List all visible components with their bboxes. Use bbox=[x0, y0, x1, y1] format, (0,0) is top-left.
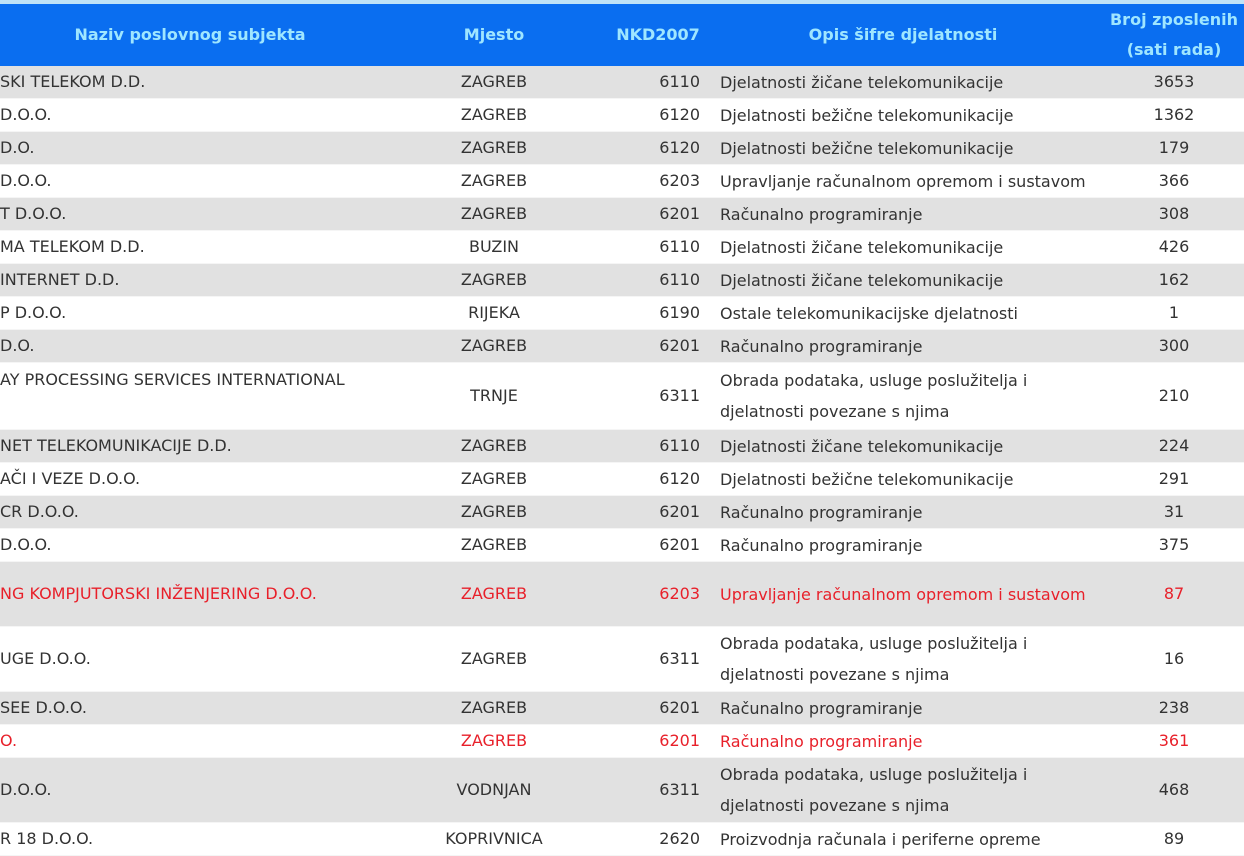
cell-nkd-code: 6201 bbox=[608, 725, 708, 758]
col-header-desc[interactable]: Opis šifre djelatnosti bbox=[708, 2, 1098, 66]
cell-city: ZAGREB bbox=[380, 496, 608, 529]
cell-nkd-code: 6120 bbox=[608, 132, 708, 165]
col-header-employees-line1: Broj zposlenih bbox=[1109, 10, 1238, 29]
table-row[interactable] bbox=[0, 165, 1244, 198]
table-row[interactable] bbox=[0, 496, 1244, 529]
cell-employee-count: 308 bbox=[1098, 198, 1244, 231]
table-row[interactable] bbox=[0, 463, 1244, 496]
cell-nkd-code: 2620 bbox=[608, 823, 708, 856]
cell-employee-count: 3653 bbox=[1098, 66, 1244, 99]
cell-city: ZAGREB bbox=[380, 430, 608, 463]
cell-city: ZAGREB bbox=[380, 132, 608, 165]
col-header-employees[interactable] bbox=[1098, 2, 1244, 66]
cell-nkd-code: 6110 bbox=[608, 231, 708, 264]
col-header-city[interactable]: Mjesto bbox=[380, 2, 608, 66]
table-row[interactable] bbox=[0, 297, 1244, 330]
cell-city: BUZIN bbox=[380, 231, 608, 264]
cell-activity-description: Računalno programiranje bbox=[708, 198, 1098, 231]
cell-employee-count: 426 bbox=[1098, 231, 1244, 264]
cell-activity-description: Obrada podataka, usluge poslužitelja i djelatnosti povezane s njima bbox=[708, 758, 1098, 823]
cell-city: ZAGREB bbox=[380, 264, 608, 297]
cell-city: ZAGREB bbox=[380, 562, 608, 627]
cell-nkd-code: 6203 bbox=[608, 562, 708, 627]
cell-company-name: D.O.O. bbox=[0, 99, 380, 132]
cell-employee-count: 210 bbox=[1098, 363, 1244, 430]
cell-activity-description: Djelatnosti bežične telekomunikacije bbox=[708, 463, 1098, 496]
cell-activity-description: Upravljanje računalnom opremom i sustavom bbox=[708, 165, 1098, 198]
cell-city: ZAGREB bbox=[380, 692, 608, 725]
cell-nkd-code: 6311 bbox=[608, 758, 708, 823]
table-row[interactable] bbox=[0, 363, 1244, 430]
table-row[interactable] bbox=[0, 725, 1244, 758]
cell-company-name: SKI TELEKOM D.D. bbox=[0, 66, 380, 99]
cell-employee-count: 300 bbox=[1098, 330, 1244, 363]
cell-activity-description: Upravljanje računalnom opremom i sustavom bbox=[708, 562, 1098, 627]
cell-activity-description: Obrada podataka, usluge poslužitelja i djelatnosti povezane s njima bbox=[708, 627, 1098, 692]
table-row[interactable] bbox=[0, 231, 1244, 264]
cell-company-name: D.O. bbox=[0, 330, 380, 363]
table-row[interactable] bbox=[0, 627, 1244, 692]
cell-company-name: MA TELEKOM D.D. bbox=[0, 231, 380, 264]
cell-company-name: D.O. bbox=[0, 132, 380, 165]
table-row[interactable] bbox=[0, 758, 1244, 823]
cell-activity-description: Računalno programiranje bbox=[708, 692, 1098, 725]
cell-employee-count: 89 bbox=[1098, 823, 1244, 856]
cell-employee-count: 361 bbox=[1098, 725, 1244, 758]
cell-employee-count: 1362 bbox=[1098, 99, 1244, 132]
col-header-employees-line2: (sati rada) bbox=[1126, 40, 1222, 59]
cell-city: ZAGREB bbox=[380, 99, 608, 132]
cell-nkd-code: 6120 bbox=[608, 463, 708, 496]
cell-activity-description: Obrada podataka, usluge poslužitelja i djelatnosti povezane s njima bbox=[708, 363, 1098, 430]
cell-city: ZAGREB bbox=[380, 463, 608, 496]
cell-employee-count: 31 bbox=[1098, 496, 1244, 529]
cell-company-name: D.O.O. bbox=[0, 529, 380, 562]
cell-company-name: INTERNET D.D. bbox=[0, 264, 380, 297]
cell-employee-count: 366 bbox=[1098, 165, 1244, 198]
table-row[interactable] bbox=[0, 132, 1244, 165]
cell-activity-description: Proizvodnja računala i periferne opreme bbox=[708, 823, 1098, 856]
cell-company-name: AY PROCESSING SERVICES INTERNATIONAL bbox=[0, 363, 380, 430]
cell-company-name: CR D.O.O. bbox=[0, 496, 380, 529]
table-row[interactable] bbox=[0, 330, 1244, 363]
table-row[interactable] bbox=[0, 99, 1244, 132]
cell-employee-count: 87 bbox=[1098, 562, 1244, 627]
cell-nkd-code: 6203 bbox=[608, 165, 708, 198]
header-top-border bbox=[0, 0, 1244, 4]
cell-nkd-code: 6201 bbox=[608, 496, 708, 529]
cell-activity-description: Računalno programiranje bbox=[708, 529, 1098, 562]
cell-city: RIJEKA bbox=[380, 297, 608, 330]
cell-activity-description: Djelatnosti žičane telekomunikacije bbox=[708, 430, 1098, 463]
cell-city: ZAGREB bbox=[380, 165, 608, 198]
cell-company-name: D.O.O. bbox=[0, 758, 380, 823]
table-header-row bbox=[0, 2, 1244, 66]
table-row[interactable] bbox=[0, 198, 1244, 231]
cell-nkd-code: 6201 bbox=[608, 529, 708, 562]
cell-nkd-code: 6201 bbox=[608, 692, 708, 725]
cell-activity-description: Računalno programiranje bbox=[708, 330, 1098, 363]
table-row[interactable] bbox=[0, 66, 1244, 99]
cell-nkd-code: 6120 bbox=[608, 99, 708, 132]
cell-company-name: NET TELEKOMUNIKACIJE D.D. bbox=[0, 430, 380, 463]
cell-activity-description: Djelatnosti bežične telekomunikacije bbox=[708, 132, 1098, 165]
cell-city: ZAGREB bbox=[380, 198, 608, 231]
cell-city: ZAGREB bbox=[380, 66, 608, 99]
cell-city: ZAGREB bbox=[380, 330, 608, 363]
cell-employee-count: 16 bbox=[1098, 627, 1244, 692]
col-header-code[interactable]: NKD2007 bbox=[608, 2, 708, 66]
table-row[interactable] bbox=[0, 823, 1244, 856]
cell-employee-count: 162 bbox=[1098, 264, 1244, 297]
cell-employee-count: 179 bbox=[1098, 132, 1244, 165]
cell-city: TRNJE bbox=[380, 363, 608, 430]
cell-company-name: O. bbox=[0, 725, 380, 758]
cell-nkd-code: 6110 bbox=[608, 264, 708, 297]
cell-activity-description: Djelatnosti žičane telekomunikacije bbox=[708, 231, 1098, 264]
cell-company-name: UGE D.O.O. bbox=[0, 627, 380, 692]
cell-city: VODNJAN bbox=[380, 758, 608, 823]
cell-nkd-code: 6311 bbox=[608, 627, 708, 692]
cell-company-name: SEE D.O.O. bbox=[0, 692, 380, 725]
cell-nkd-code: 6190 bbox=[608, 297, 708, 330]
table-row[interactable] bbox=[0, 529, 1244, 562]
cell-city: KOPRIVNICA bbox=[380, 823, 608, 856]
cell-activity-description: Djelatnosti žičane telekomunikacije bbox=[708, 264, 1098, 297]
cell-company-name: D.O.O. bbox=[0, 165, 380, 198]
cell-company-name: P D.O.O. bbox=[0, 297, 380, 330]
cell-activity-description: Ostale telekomunikacijske djelatnosti bbox=[708, 297, 1098, 330]
cell-company-name: T D.O.O. bbox=[0, 198, 380, 231]
cell-company-name: NG KOMPJUTORSKI INŽENJERING D.O.O. bbox=[0, 562, 380, 627]
cell-employee-count: 1 bbox=[1098, 297, 1244, 330]
cell-city: ZAGREB bbox=[380, 627, 608, 692]
cell-employee-count: 291 bbox=[1098, 463, 1244, 496]
table-row[interactable] bbox=[0, 562, 1244, 627]
cell-activity-description: Djelatnosti žičane telekomunikacije bbox=[708, 66, 1098, 99]
col-header-name[interactable]: Naziv poslovnog subjekta bbox=[0, 2, 380, 66]
cell-company-name: R 18 D.O.O. bbox=[0, 823, 380, 856]
table-row[interactable] bbox=[0, 430, 1244, 463]
table-row[interactable] bbox=[0, 692, 1244, 725]
cell-activity-description: Računalno programiranje bbox=[708, 496, 1098, 529]
cell-nkd-code: 6110 bbox=[608, 430, 708, 463]
cell-employee-count: 224 bbox=[1098, 430, 1244, 463]
cell-employee-count: 375 bbox=[1098, 529, 1244, 562]
cell-nkd-code: 6201 bbox=[608, 330, 708, 363]
cell-nkd-code: 6201 bbox=[608, 198, 708, 231]
cell-employee-count: 468 bbox=[1098, 758, 1244, 823]
cell-nkd-code: 6110 bbox=[608, 66, 708, 99]
cell-city: ZAGREB bbox=[380, 529, 608, 562]
table-row[interactable] bbox=[0, 264, 1244, 297]
cell-activity-description: Djelatnosti bežične telekomunikacije bbox=[708, 99, 1098, 132]
cell-activity-description: Računalno programiranje bbox=[708, 725, 1098, 758]
cell-company-name: AČI I VEZE D.O.O. bbox=[0, 463, 380, 496]
cell-nkd-code: 6311 bbox=[608, 363, 708, 430]
cell-city: ZAGREB bbox=[380, 725, 608, 758]
cell-employee-count: 238 bbox=[1098, 692, 1244, 725]
